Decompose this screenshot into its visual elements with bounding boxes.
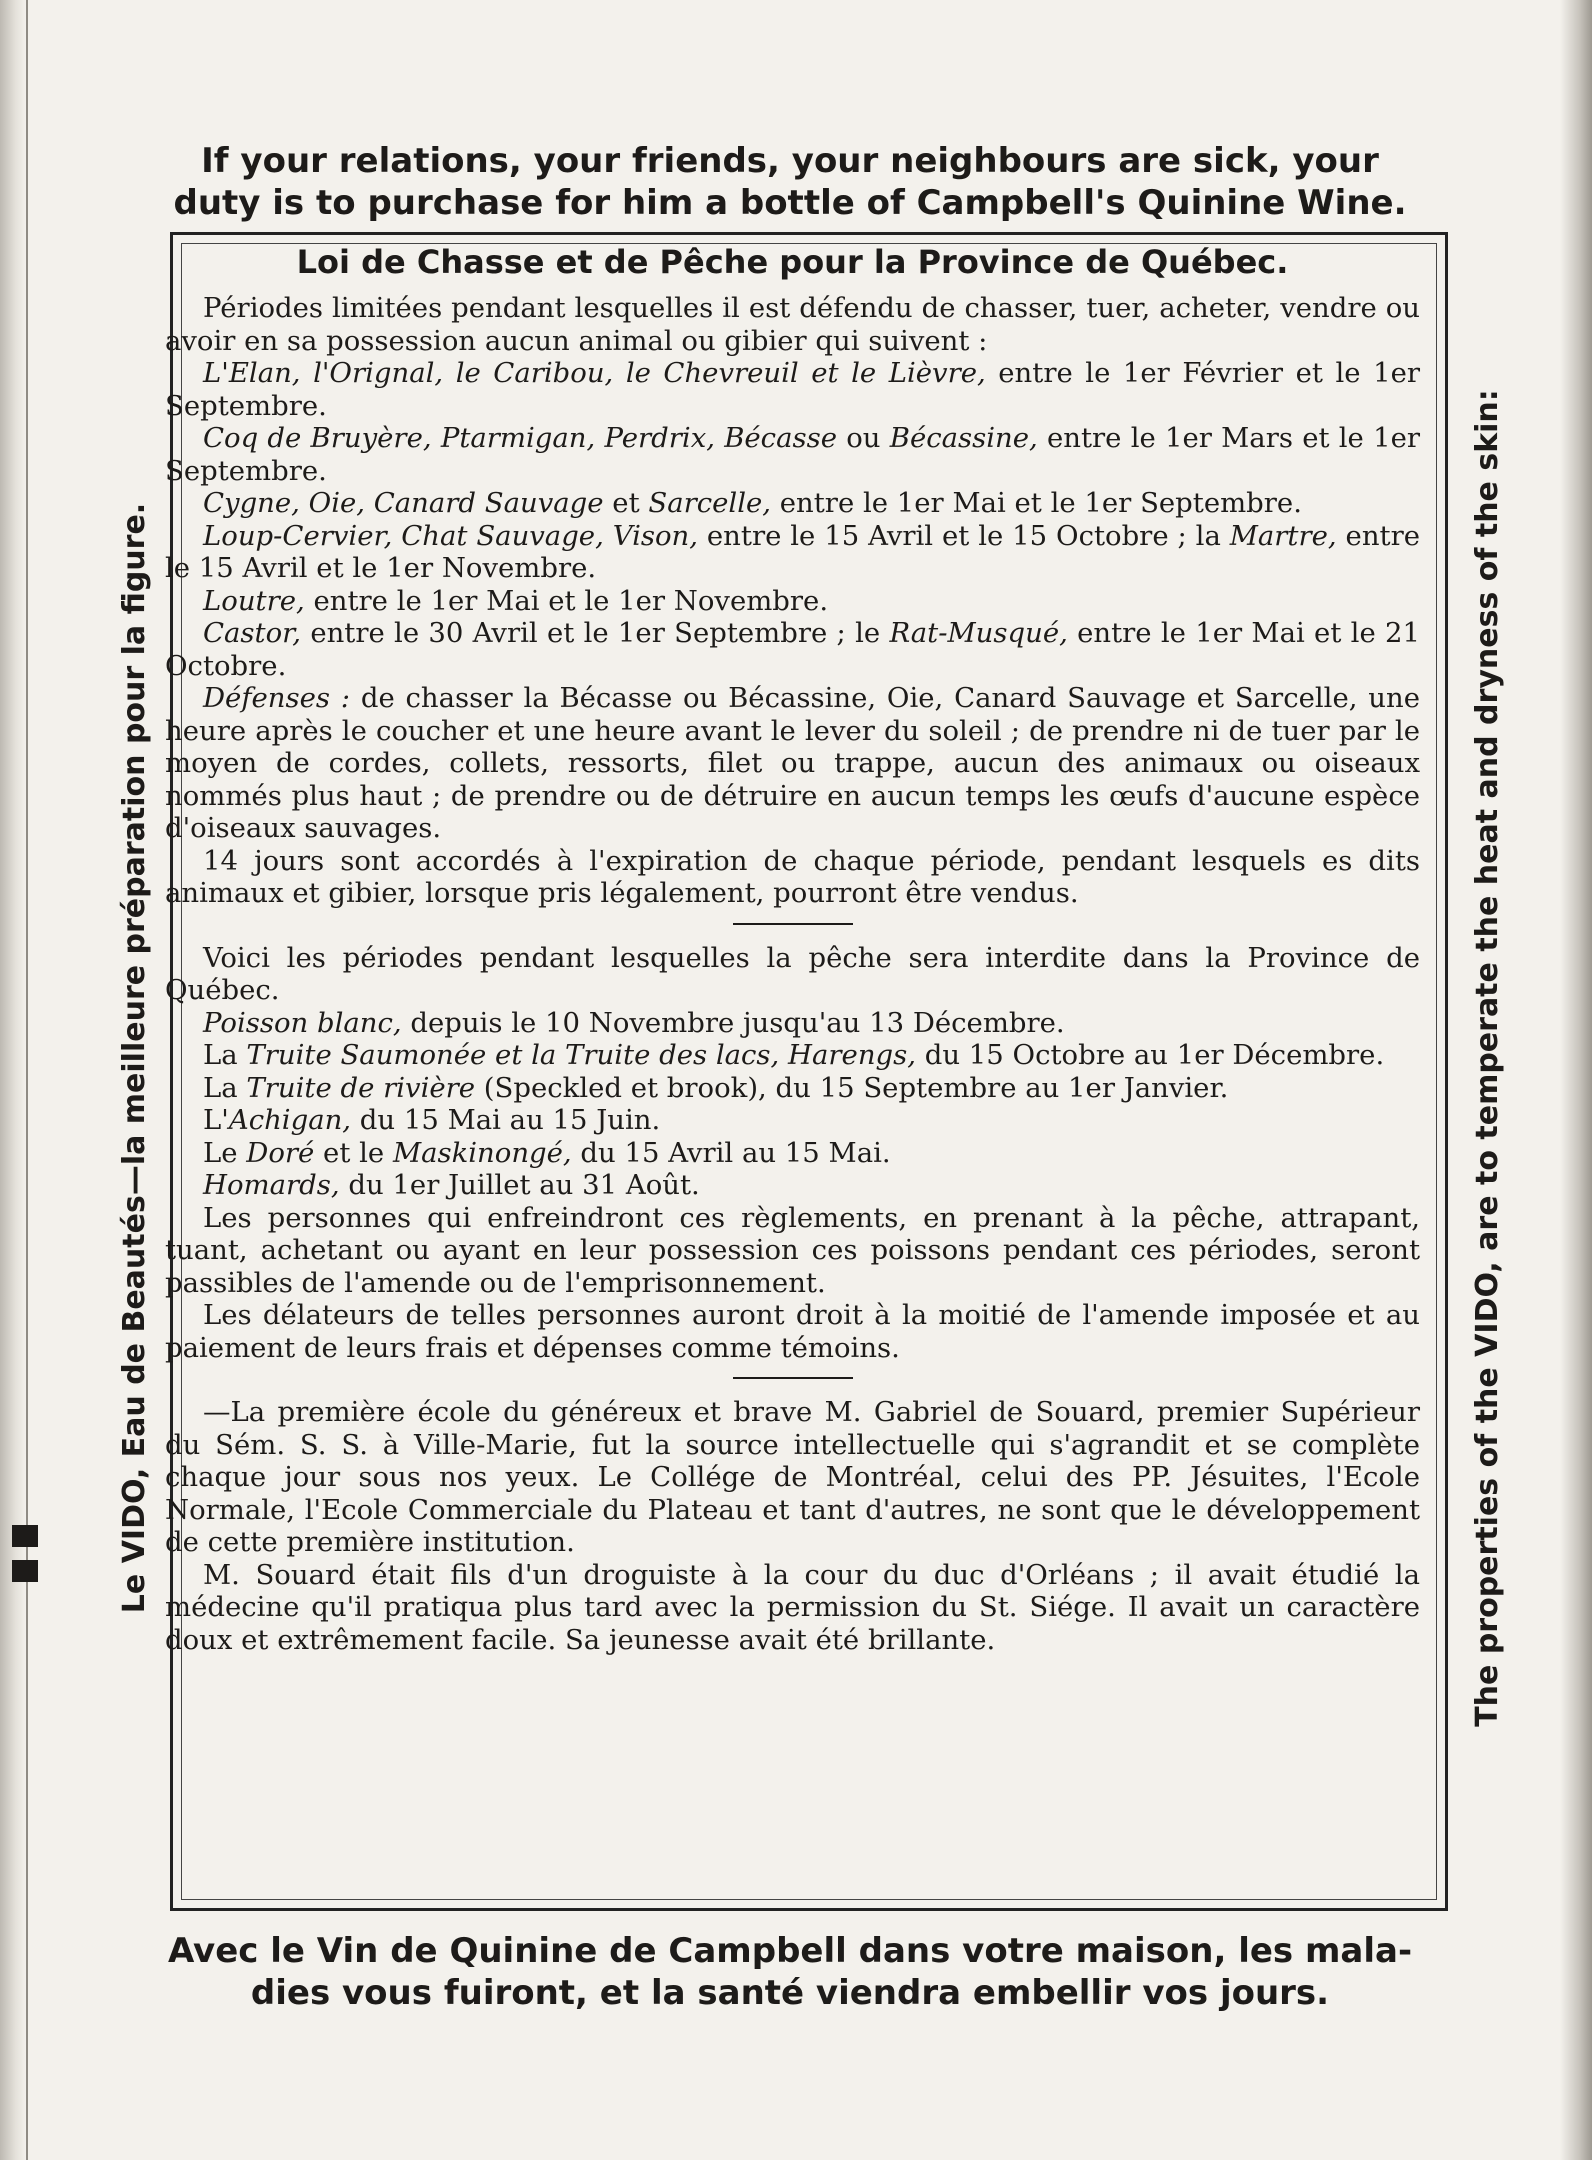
dates: entre le 1er Mai et le 21 Octobre. (165, 617, 1420, 682)
species: Achigan, (228, 1104, 352, 1136)
species: L'Elan, l'Orignal, le Caribou, le Chevreuil et le Lièvre, (203, 357, 986, 389)
chasse-period-6 (165, 617, 1420, 682)
binding-mark (12, 1560, 38, 1582)
souard-paragraph-2: M. Souard était fils d'un droguiste à la cour du duc d'Orléans ; il avait étudié la médecine qu'il pratiqua plus tard avec la permission du St. Siége. Il avait un caractère doux et extrêmement facile. Sa jeunesse avait été brillante. (165, 1558, 1420, 1656)
species: Doré (246, 1136, 315, 1169)
footer-ad-line-1: Avec le Vin de Quinine de Campbell dans votre maison, les mala- (167, 1931, 1413, 1971)
peche-period-3 (165, 1072, 1420, 1105)
species: Bécassine, (889, 422, 1038, 454)
species: Cygne, Oie, Canard Sauvage (203, 487, 604, 519)
dates: depuis le 10 Novembre jusqu'au 13 Décembre. (401, 1006, 1065, 1039)
species: Martre, (1229, 519, 1337, 552)
chasse-intro: Périodes limitées pendant lesquelles il est défendu de chasser, tuer, acheter, vendre ou avoir en sa possession aucun animal ou gibier qui suivent : (165, 292, 1420, 357)
article-content (165, 242, 1420, 1656)
dates: entre le 15 Avril et le 15 Octobre ; la (698, 519, 1230, 552)
chasse-period-2 (165, 422, 1420, 487)
dates: du 15 Avril au 15 Mai. (571, 1136, 891, 1169)
dates: entre le 1er Février et le 1er Septembre. (165, 357, 1420, 422)
connector: ou (836, 422, 890, 454)
section-divider (733, 1377, 853, 1379)
page-edge (1560, 0, 1592, 2160)
dates: du 15 Mai au 15 Juin. (351, 1104, 661, 1136)
dates: (Speckled et brook), du 15 Septembre au 1er Janvier. (475, 1071, 1229, 1104)
species: Truite de rivière (246, 1071, 476, 1104)
peche-period-1 (165, 1007, 1420, 1040)
peche-period-6 (165, 1169, 1420, 1202)
chasse-period-5 (165, 585, 1420, 618)
chasse-defenses (165, 682, 1420, 845)
species: Loup-Cervier, Chat Sauvage, Vison, (203, 519, 699, 552)
connector: et (603, 487, 649, 519)
species: Maskinongé, (392, 1136, 572, 1169)
dates: entre le 30 Avril et le 1er Septembre ; le (301, 617, 890, 649)
peche-period-4 (165, 1104, 1420, 1137)
book-binding (0, 0, 28, 2160)
dates: du 1er Juillet au 31 Août. (339, 1169, 700, 1201)
header-advertisement (70, 140, 1510, 224)
peche-intro: Voici les périodes pendant lesquelles la pêche sera interdite dans la Province de Québec. (165, 941, 1420, 1006)
footer-ad-line-2: dies vous fuiront, et la santé viendra embellir vos jours. (250, 1973, 1330, 2013)
peche-penalty: Les personnes qui enfreindront ces règlements, en prenant à la pêche, attrapant, tuant, achetant ou ayant en leur possession ces poissons pendant ces périodes, seront passibles de l'amende ou de l'emprisonnement. (165, 1201, 1420, 1299)
souard-paragraph-1: —La première école du généreux et brave M. Gabriel de Souard, premier Supérieur du Sém. S. S. à Ville-Marie, fut la source intellectuelle qui s'agrandit et se complète chaque jour sous nos yeux. Le Collége de Montréal, celui des PP. Jésuites, l'Ecole Normale, l'Ecole Commerciale du Plateau et tant d'autres, ne sont que le développement de cette première institution. (165, 1396, 1420, 1558)
article: Le (203, 1136, 247, 1169)
dates: du 15 Octobre au 1er Décembre. (916, 1039, 1385, 1071)
article: L' (203, 1104, 229, 1136)
article: La (203, 1039, 247, 1071)
article-title: Loi de Chasse et de Pêche pour la Province de Québec. (296, 243, 1289, 281)
chasse-period-3 (165, 487, 1420, 520)
peche-period-2 (165, 1039, 1420, 1072)
binding-mark (12, 1525, 38, 1547)
species: Castor, (203, 617, 302, 649)
article: La (203, 1071, 247, 1104)
peche-informers: Les délateurs de telles personnes auront droit à la moitié de l'amende imposée et au paiement de leurs frais et dépenses comme témoins. (165, 1299, 1420, 1364)
dates: entre le 1er Mai et le 1er Septembre. (771, 487, 1302, 519)
species: Truite Saumonée et la Truite des lacs, Harengs, (246, 1039, 916, 1071)
dates: entre le 1er Mars et le 1er Septembre. (165, 422, 1420, 487)
species: Coq de Bruyère, Ptarmigan, Perdrix, Bécasse (203, 422, 837, 454)
species: Homards, (203, 1169, 340, 1201)
species: Poisson blanc, (203, 1006, 402, 1039)
footer-advertisement (70, 1930, 1510, 2014)
dates: entre le 1er Mai et le 1er Novembre. (304, 584, 829, 617)
dates: entre le 15 Avril et le 1er Novembre. (165, 519, 1420, 584)
defenses-text: de chasser la Bécasse ou Bécassine, Oie, Canard Sauvage et Sarcelle, une heure après le coucher et une heure avant le lever du soleil ; de prendre ni de tuer par le moyen de cordes, collets, ressorts, filet ou trappe, aucun des animaux ou oiseaux nommés plus haut ; de prendre ou de détruire en aucun temps les œufs d'aucune espèce d'oiseaux sauvages. (165, 682, 1420, 844)
right-margin-text: The properties of the VIDO, are to temperate the heat and dryness of the skin: (1470, 389, 1505, 1727)
species: Sarcelle, (648, 487, 772, 519)
header-ad-line-2: duty is to purchase for him a bottle of Campbell's Quinine Wine. (173, 183, 1407, 223)
species: Rat-Musqué, (889, 617, 1068, 649)
left-margin-text: Le VIDO, Eau de Beautés—la meilleure préparation pour la figure. (117, 502, 152, 1614)
peche-period-5 (165, 1137, 1420, 1170)
header-ad-line-1: If your relations, your friends, your neighbours are sick, your (201, 141, 1379, 181)
chasse-period-4 (165, 520, 1420, 585)
connector: et le (314, 1136, 393, 1169)
chasse-expiration: 14 jours sont accordés à l'expiration de chaque période, pendant lesquels es dits animaux et gibier, lorsque pris légalement, pourront être vendus. (165, 844, 1420, 909)
chasse-period-1 (165, 357, 1420, 422)
defenses-label: Défenses : (203, 682, 351, 714)
section-divider (733, 923, 853, 925)
species: Loutre, (203, 584, 305, 617)
